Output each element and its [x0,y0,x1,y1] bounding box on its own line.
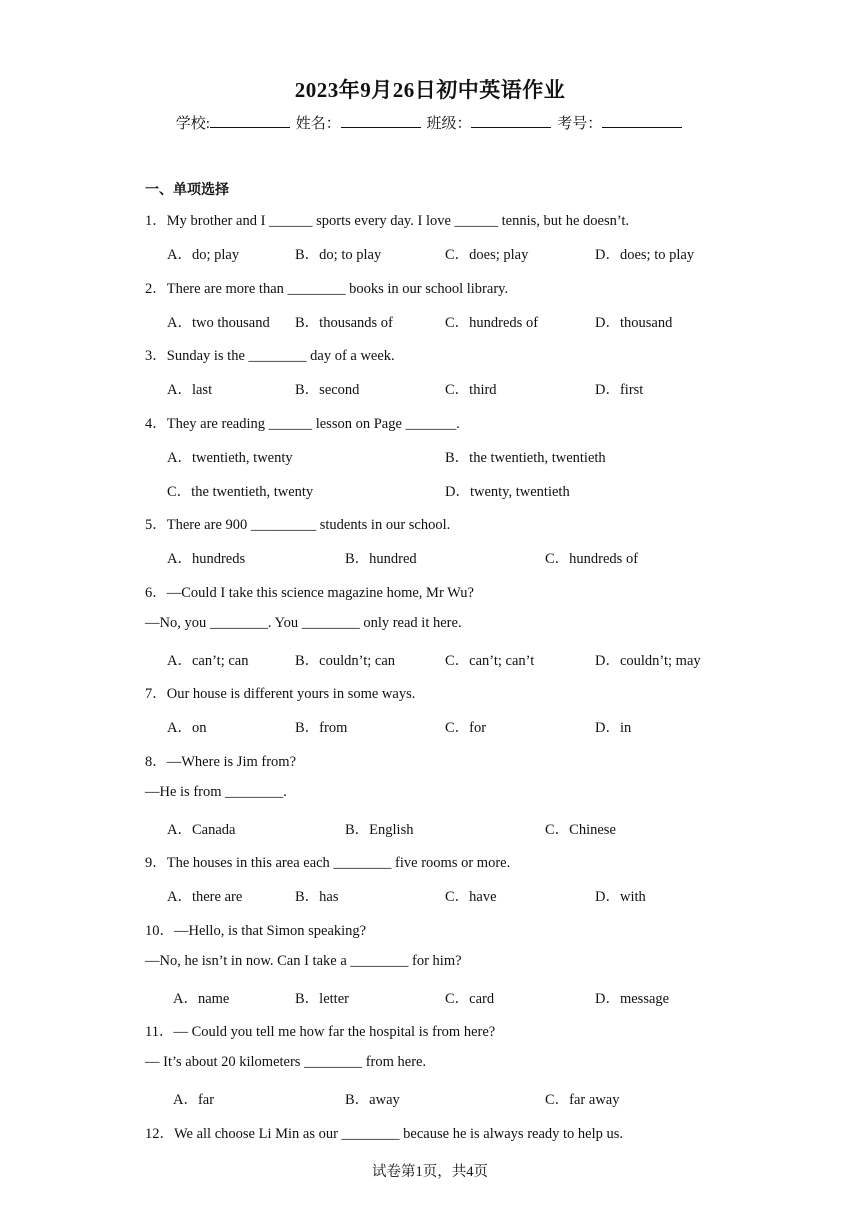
question-3: 3．Sunday is the ________ day of a week. [145,348,395,364]
q6-option-b: B．couldn’t; can [295,653,396,669]
q7-option-a: A．on [167,720,207,736]
class-label: 班级： [426,116,472,132]
number-blank [602,113,682,128]
q9-option-a: A．there are [167,889,243,905]
q4-option-d: D．twenty, twentieth [445,484,570,500]
question-5: 5．There are 900 _________ students in our school. [145,517,451,533]
q3-option-b: B．second [295,382,360,398]
q2-option-b: B．thousands of [295,315,393,331]
question-2: 2．There are more than ________ books in our school library. [145,281,509,297]
q2-option-d: D．thousand [595,315,673,331]
q4-option-c: C．the twentieth, twenty [167,484,314,500]
question-10-line-2: —No, he isn’t in now. Can I take a ________ for him? [145,953,462,969]
q2-option-c: C．hundreds of [445,315,539,331]
school-blank [210,113,290,128]
question-6: 6．—Could I take this science magazine home, Mr Wu? [145,585,474,601]
question-8: 8．—Where is Jim from? [145,754,297,770]
q1-option-d: D．does; to play [595,247,695,263]
q2-option-a: A．two thousand [167,315,270,331]
school-label: 学校: [175,116,210,132]
q11-option-c: C．far away [545,1092,620,1108]
question-10: 10．—Hello, is that Simon speaking? [145,923,367,939]
question-4: 4．They are reading ______ lesson on Page _______. [145,416,460,432]
question-7: 7．Our house is different yours in some ways. [145,686,416,702]
q10-option-a: A．name [173,991,230,1007]
question-6-line-2: —No, you ________. You ________ only read it here. [145,615,462,631]
q5-option-c: C．hundreds of [545,551,639,567]
name-label: 姓名： [295,116,341,132]
q1-option-b: B．do; to play [295,247,382,263]
question-9: 9．The houses in this area each ________ five rooms or more. [145,855,511,871]
name-blank [341,113,421,128]
q3-option-c: C．third [445,382,497,398]
q9-option-c: C．have [445,889,497,905]
q6-option-c: C．can’t; can’t [445,653,535,669]
q3-option-a: A．last [167,382,213,398]
question-1: 1．My brother and I ______ sports every day. I love ______ tennis, but he doesn’t. [145,213,630,229]
q5-option-b: B．hundred [345,551,417,567]
page-footer: 试卷第1页，共4页 [372,1164,488,1180]
question-11: 11．— Could you tell me how far the hospital is from here? [145,1024,496,1040]
question-12: 12．We all choose Li Min as our ________ because he is always ready to help us. [145,1126,624,1142]
q1-option-c: C．does; play [445,247,529,263]
page-title: 2023年9月26日初中英语作业 [294,78,566,102]
q7-option-c: C．for [445,720,487,736]
q10-option-c: C．card [445,991,495,1007]
q9-option-d: D．with [595,889,646,905]
q6-option-d: D．couldn’t; may [595,653,701,669]
q6-option-a: A．can’t; can [167,653,249,669]
q11-option-b: B．away [345,1092,400,1108]
q9-option-b: B．has [295,889,339,905]
student-info [0,112,860,133]
q7-option-b: B．from [295,720,348,736]
section-heading: 一、单项选择 [145,183,229,198]
q5-option-a: A．hundreds [167,551,246,567]
q3-option-d: D．first [595,382,644,398]
class-blank [471,113,551,128]
q4-option-b: B．the twentieth, twentieth [445,450,606,466]
q8-option-b: B．English [345,822,414,838]
q8-option-a: A．Canada [167,822,236,838]
q8-option-c: C．Chinese [545,822,616,838]
number-label: 考号： [557,116,603,132]
question-8-line-2: —He is from ________. [145,784,287,800]
q11-option-a: A．far [173,1092,215,1108]
q10-option-d: D．message [595,991,670,1007]
q4-option-a: A．twentieth, twenty [167,450,293,466]
q1-option-a: A．do; play [167,247,240,263]
q7-option-d: D．in [595,720,632,736]
question-11-line-2: — It’s about 20 kilometers ________ from here. [145,1054,427,1070]
q10-option-b: B．letter [295,991,349,1007]
